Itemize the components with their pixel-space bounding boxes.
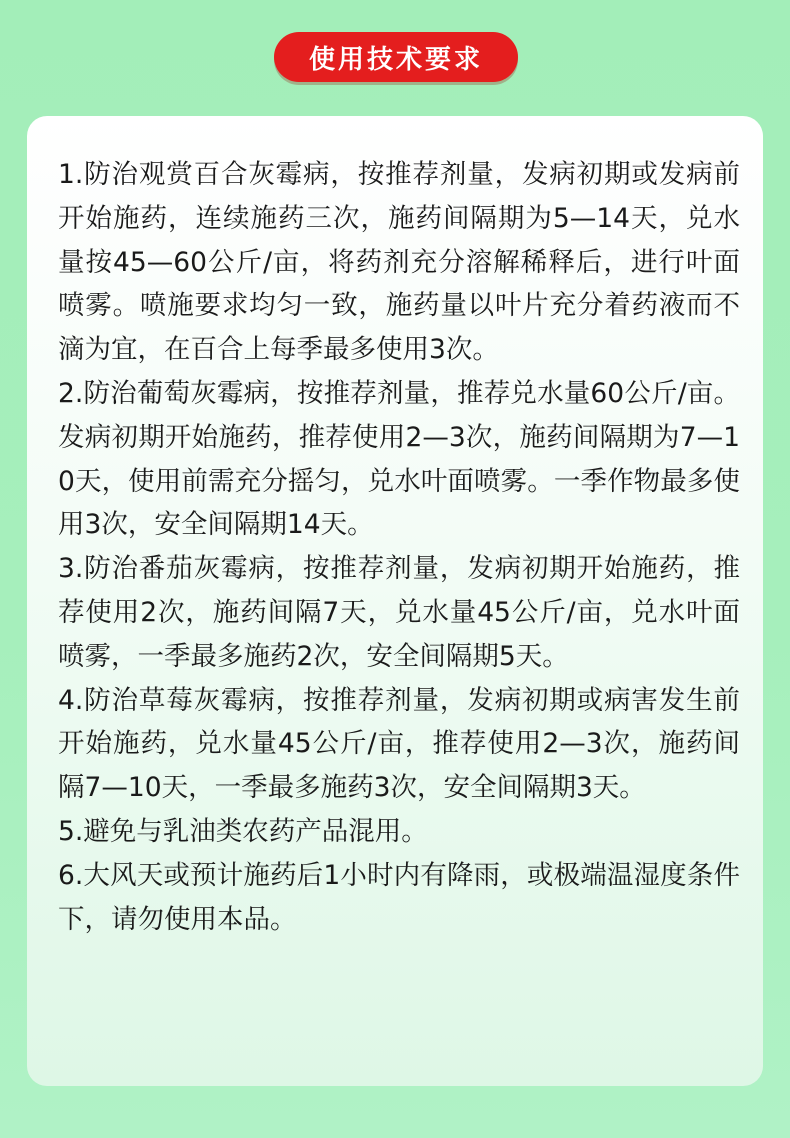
instruction-item-2: 2.防治葡萄灰霉病，按推荐剂量，推荐兑水量60公斤/亩。发病初期开始施药，推荐使用2—3次，施药间隔期为7—10天，使用前需充分摇匀，兑水叶面喷雾。一季作物最多使用3次，安全间隔期14天。 — [58, 377, 740, 541]
section-title-badge — [274, 32, 518, 82]
instruction-item-1: 1.防治观赏百合灰霉病，按推荐剂量，发病初期或发病前开始施药，连续施药三次，施药间隔期为5—14天，兑水量按45—60公斤/亩，将药剂充分溶解稀释后，进行叶面喷雾。喷施要求均匀一致，施药量以叶片充分着药液而不滴为宜，在百合上每季最多使用3次。 — [58, 159, 740, 366]
section-title: 使用技术要求 — [308, 44, 483, 75]
instruction-item-5: 5.避免与乳油类农药产品混用。 — [58, 815, 428, 847]
instruction-item-4: 4.防治草莓灰霉病，按推荐剂量，发病初期或病害发生前开始施药，兑水量45公斤/亩，推荐使用2—3次，施药间隔7—10天，一季最多施药3次，安全间隔期3天。 — [58, 684, 740, 804]
instruction-item-6: 6.大风天或预计施药后1小时内有降雨，或极端温湿度条件下，请勿使用本品。 — [58, 859, 740, 935]
instructions-list — [58, 153, 740, 941]
instruction-item-3: 3.防治番茄灰霉病，按推荐剂量，发病初期开始施药，推荐使用2次，施药间隔7天，兑水量45公斤/亩，兑水叶面喷雾，一季最多施药2次，安全间隔期5天。 — [58, 553, 740, 672]
